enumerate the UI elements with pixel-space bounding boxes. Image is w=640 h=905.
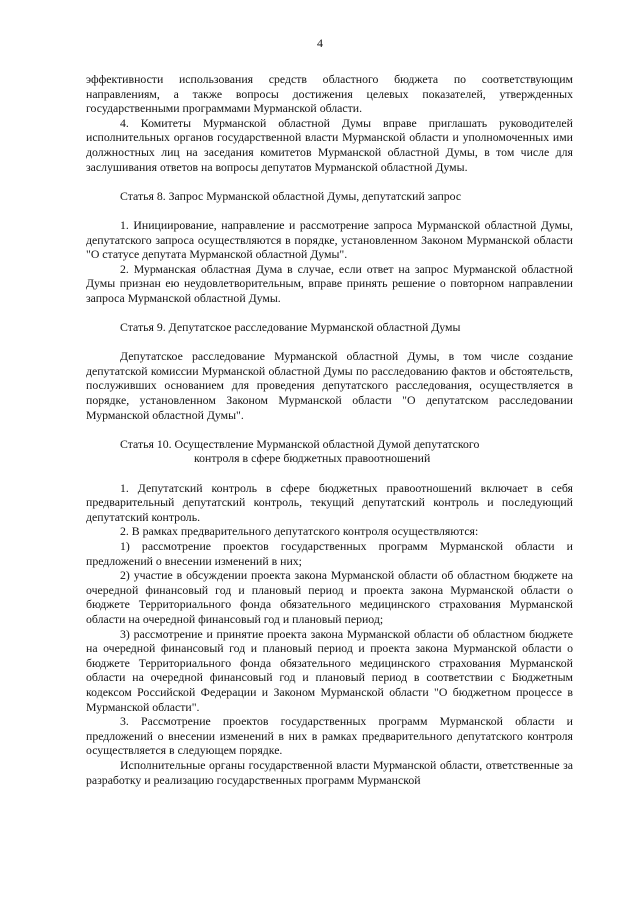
paragraph-article8-item2: 2. Мурманская областная Дума в случае, если ответ на запрос Мурманской областной Думы признан ею неудовлетворительным, вправе принять решение о повторном направлении запроса Мурманской областной Думы. <box>86 261 573 305</box>
page-number: 4 <box>317 36 323 50</box>
paragraph-article10-sub1: 1) рассмотрение проектов государственных программ Мурманской области и предложений о внесении изменений в них; <box>86 539 573 568</box>
article-9-heading: Статья 9. Депутатское расследование Мурманской областной Думы <box>120 320 461 335</box>
article-10-heading-line2: контроля в сфере бюджетных правоотношений <box>194 451 431 466</box>
paragraph-article10-item3: 3. Рассмотрение проектов государственных программ Мурманской области и предложений о внесении изменений в них в рамках предварительного депутатского контроля осуществляется в следующем порядке. <box>86 714 573 758</box>
article-8-heading: Статья 8. Запрос Мурманской областной Думы, депутатский запрос <box>120 188 462 203</box>
document-body <box>86 72 573 787</box>
paragraph-article10-item1: 1. Депутатский контроль в сфере бюджетных правоотношений включает в себя предварительный депутатский контроль, текущий депутатский контроль и последующий депутатский контроль. <box>86 480 573 524</box>
article-10-heading <box>86 437 573 466</box>
article-10-heading-line1: Статья 10. Осуществление Мурманской областной Думой депутатского <box>120 436 480 451</box>
paragraph-article10-item2: 2. В рамках предварительного депутатского контроля осуществляются: <box>120 524 479 539</box>
paragraph-article7-item4: 4. Комитеты Мурманской областной Думы вправе приглашать руководителей исполнительных органов государственной власти Мурманской области и уполномоченных ими должностных лиц на заседания комитетов Мурманской областной Думы, в том числе для заслушивания ответов на вопросы депутатов Мурманской областной Думы. <box>86 115 573 174</box>
paragraph-article9: Депутатское расследование Мурманской областной Думы, в том числе создание депутатской комиссии Мурманской областной Думы по расследованию фактов и обстоятельств, послуживших основанием для проведения депутатского расследования, осуществляется в порядке, установленном Законом Мурманской области "О депутатском расследовании Мурманской областной Думы". <box>86 349 573 422</box>
paragraph-article10-sub3: 3) рассмотрение и принятие проекта закона Мурманской области об областном бюджете на очередной финансовый год и плановый период и проекта закона Мурманской области о бюджете Территориального фонда обязательного медицинского страхования Мурманской области на очередной финансовый год и плановый период в соответствии с Бюджетным кодексом Российской Федерации и Законом Мурманской области "О бюджетном процессе в Мурманской области". <box>86 626 573 714</box>
paragraph-article10-item3-cont: Исполнительные органы государственной власти Мурманской области, ответственные за разработку и реализацию государственных программ Мурманской <box>86 757 573 787</box>
paragraph-continuation: эффективности использования средств областного бюджета по соответствующим направлениям, а также вопросы достижения целевых показателей, утвержденных государственными программами Мурманской области. <box>86 72 573 116</box>
paragraph-article8-item1: 1. Инициирование, направление и рассмотрение запроса Мурманской областной Думы, депутатского запроса осуществляются в порядке, установленном Законом Мурманской области "О статусе депутата Мурманской областной Думы". <box>86 217 573 262</box>
paragraph-article10-sub2: 2) участие в обсуждении проекта закона Мурманской области об областном бюджете на очередной финансовый год и плановый период и проекта закона Мурманской области о бюджете Территориального фонда обязательного медицинского страхования Мурманской области на очередной финансовый год и плановый период; <box>86 568 573 626</box>
